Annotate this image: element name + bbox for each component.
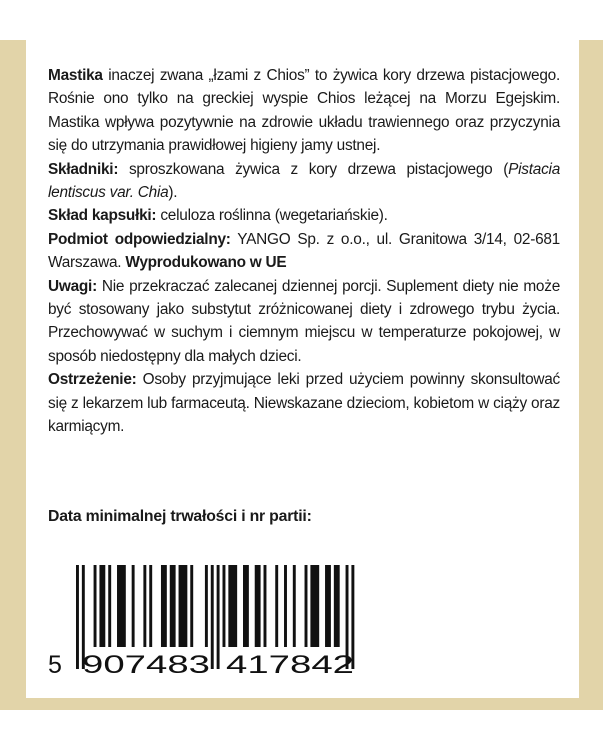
- paragraph-description: [48, 64, 560, 158]
- barcode-bar: [161, 565, 167, 647]
- barcode-bar: [334, 565, 340, 647]
- barcode-bar: [284, 565, 287, 647]
- notes-text: Nie przekraczać zalecanej dziennej porcji. Suplement diety nie może być stosowany jako substytut zróżnicowanej diety i zdrowego trybu życia. Przechowywać w suchym i ciemnym miejscu w temperaturze pokojowej, w sposób niedostępny dla małych dzieci.: [48, 277, 560, 365]
- term-notes: Uwagi:: [48, 277, 97, 295]
- barcode-guard-bar: [76, 565, 79, 669]
- barcode-bar: [310, 565, 319, 647]
- barcode-bar: [243, 565, 249, 647]
- paragraph-capsule: [48, 204, 560, 227]
- ingredients-end: ).: [168, 184, 178, 202]
- barcode-bar: [179, 565, 188, 647]
- barcode-bar: [143, 565, 146, 647]
- barcode-group-1: 907483: [82, 651, 210, 677]
- barcode-bar: [132, 565, 135, 647]
- barcode-bar: [223, 565, 226, 647]
- barcode-bar: [264, 565, 267, 647]
- term-warning: Ostrzeżenie:: [48, 371, 137, 389]
- ean-barcode: [46, 565, 366, 677]
- barcode-group-2: 417842: [226, 651, 354, 677]
- barcode-bar: [228, 565, 237, 647]
- made-in-eu: Wyprodukowano w UE: [125, 254, 287, 272]
- barcode-bar: [108, 565, 111, 647]
- barcode-bar: [293, 565, 296, 647]
- barcode-bar: [94, 565, 97, 647]
- barcode-bar: [190, 565, 193, 647]
- barcode-bar: [255, 565, 261, 647]
- warning-text: Osoby przyjmujące leki przed użyciem powinny skonsultować się z lekarzem lub farmaceutą. Niewskazane dzieciom, kobietom w ciąży oraz karmiącym.: [48, 371, 560, 436]
- ingredients-text: sproszkowana żywica z kory drzewa pistacjowego (: [118, 160, 509, 178]
- label-panel: [26, 40, 579, 698]
- barcode-bar: [149, 565, 152, 647]
- barcode-first-digit: 5: [48, 651, 62, 677]
- barcode-bar: [305, 565, 308, 647]
- paragraph-notes: [48, 275, 560, 369]
- responsible-text: YANGO Sp. z o.o., ul. Granitowa 3/14, 02-681 Warszawa.: [48, 230, 560, 272]
- barcode-bar: [275, 565, 278, 647]
- best-before-label: Data minimalnej trwałości i nr partii:: [48, 508, 312, 525]
- barcode-bar: [205, 565, 208, 647]
- barcode-bar: [117, 565, 126, 647]
- label-text: [48, 64, 560, 439]
- term-mastika: Mastika: [48, 67, 103, 84]
- capsule-text: celuloza roślinna (wegetariańskie).: [156, 207, 388, 225]
- label-frame: [0, 40, 603, 710]
- barcode-bar: [325, 565, 331, 647]
- paragraph-warning: [48, 368, 560, 438]
- term-capsule: Skład kapsułki:: [48, 207, 157, 225]
- barcode-bar: [99, 565, 105, 647]
- latin-name: Pistacia lentiscus var. Chia: [48, 160, 560, 202]
- barcode-guard-bar: [211, 565, 214, 669]
- paragraph-ingredients: [48, 158, 560, 205]
- paragraph-responsible: [48, 228, 560, 275]
- barcode-bar: [170, 565, 176, 647]
- term-responsible: Podmiot odpowiedzialny:: [48, 230, 231, 248]
- term-ingredients: Składniki:: [48, 160, 119, 178]
- barcode-guard-bar: [217, 565, 220, 669]
- description-text: inaczej zwana „łzami z Chios” to żywica kory drzewa pistacjowego. Rośnie ono tylko na greckiej wyspie Chios leżącej na Morzu Egejskim. Mastika wpływa pozytywnie na zdrowie układu trawiennego oraz przyczynia się do utrzymania prawidłowej higieny jamy ustnej.: [48, 67, 560, 155]
